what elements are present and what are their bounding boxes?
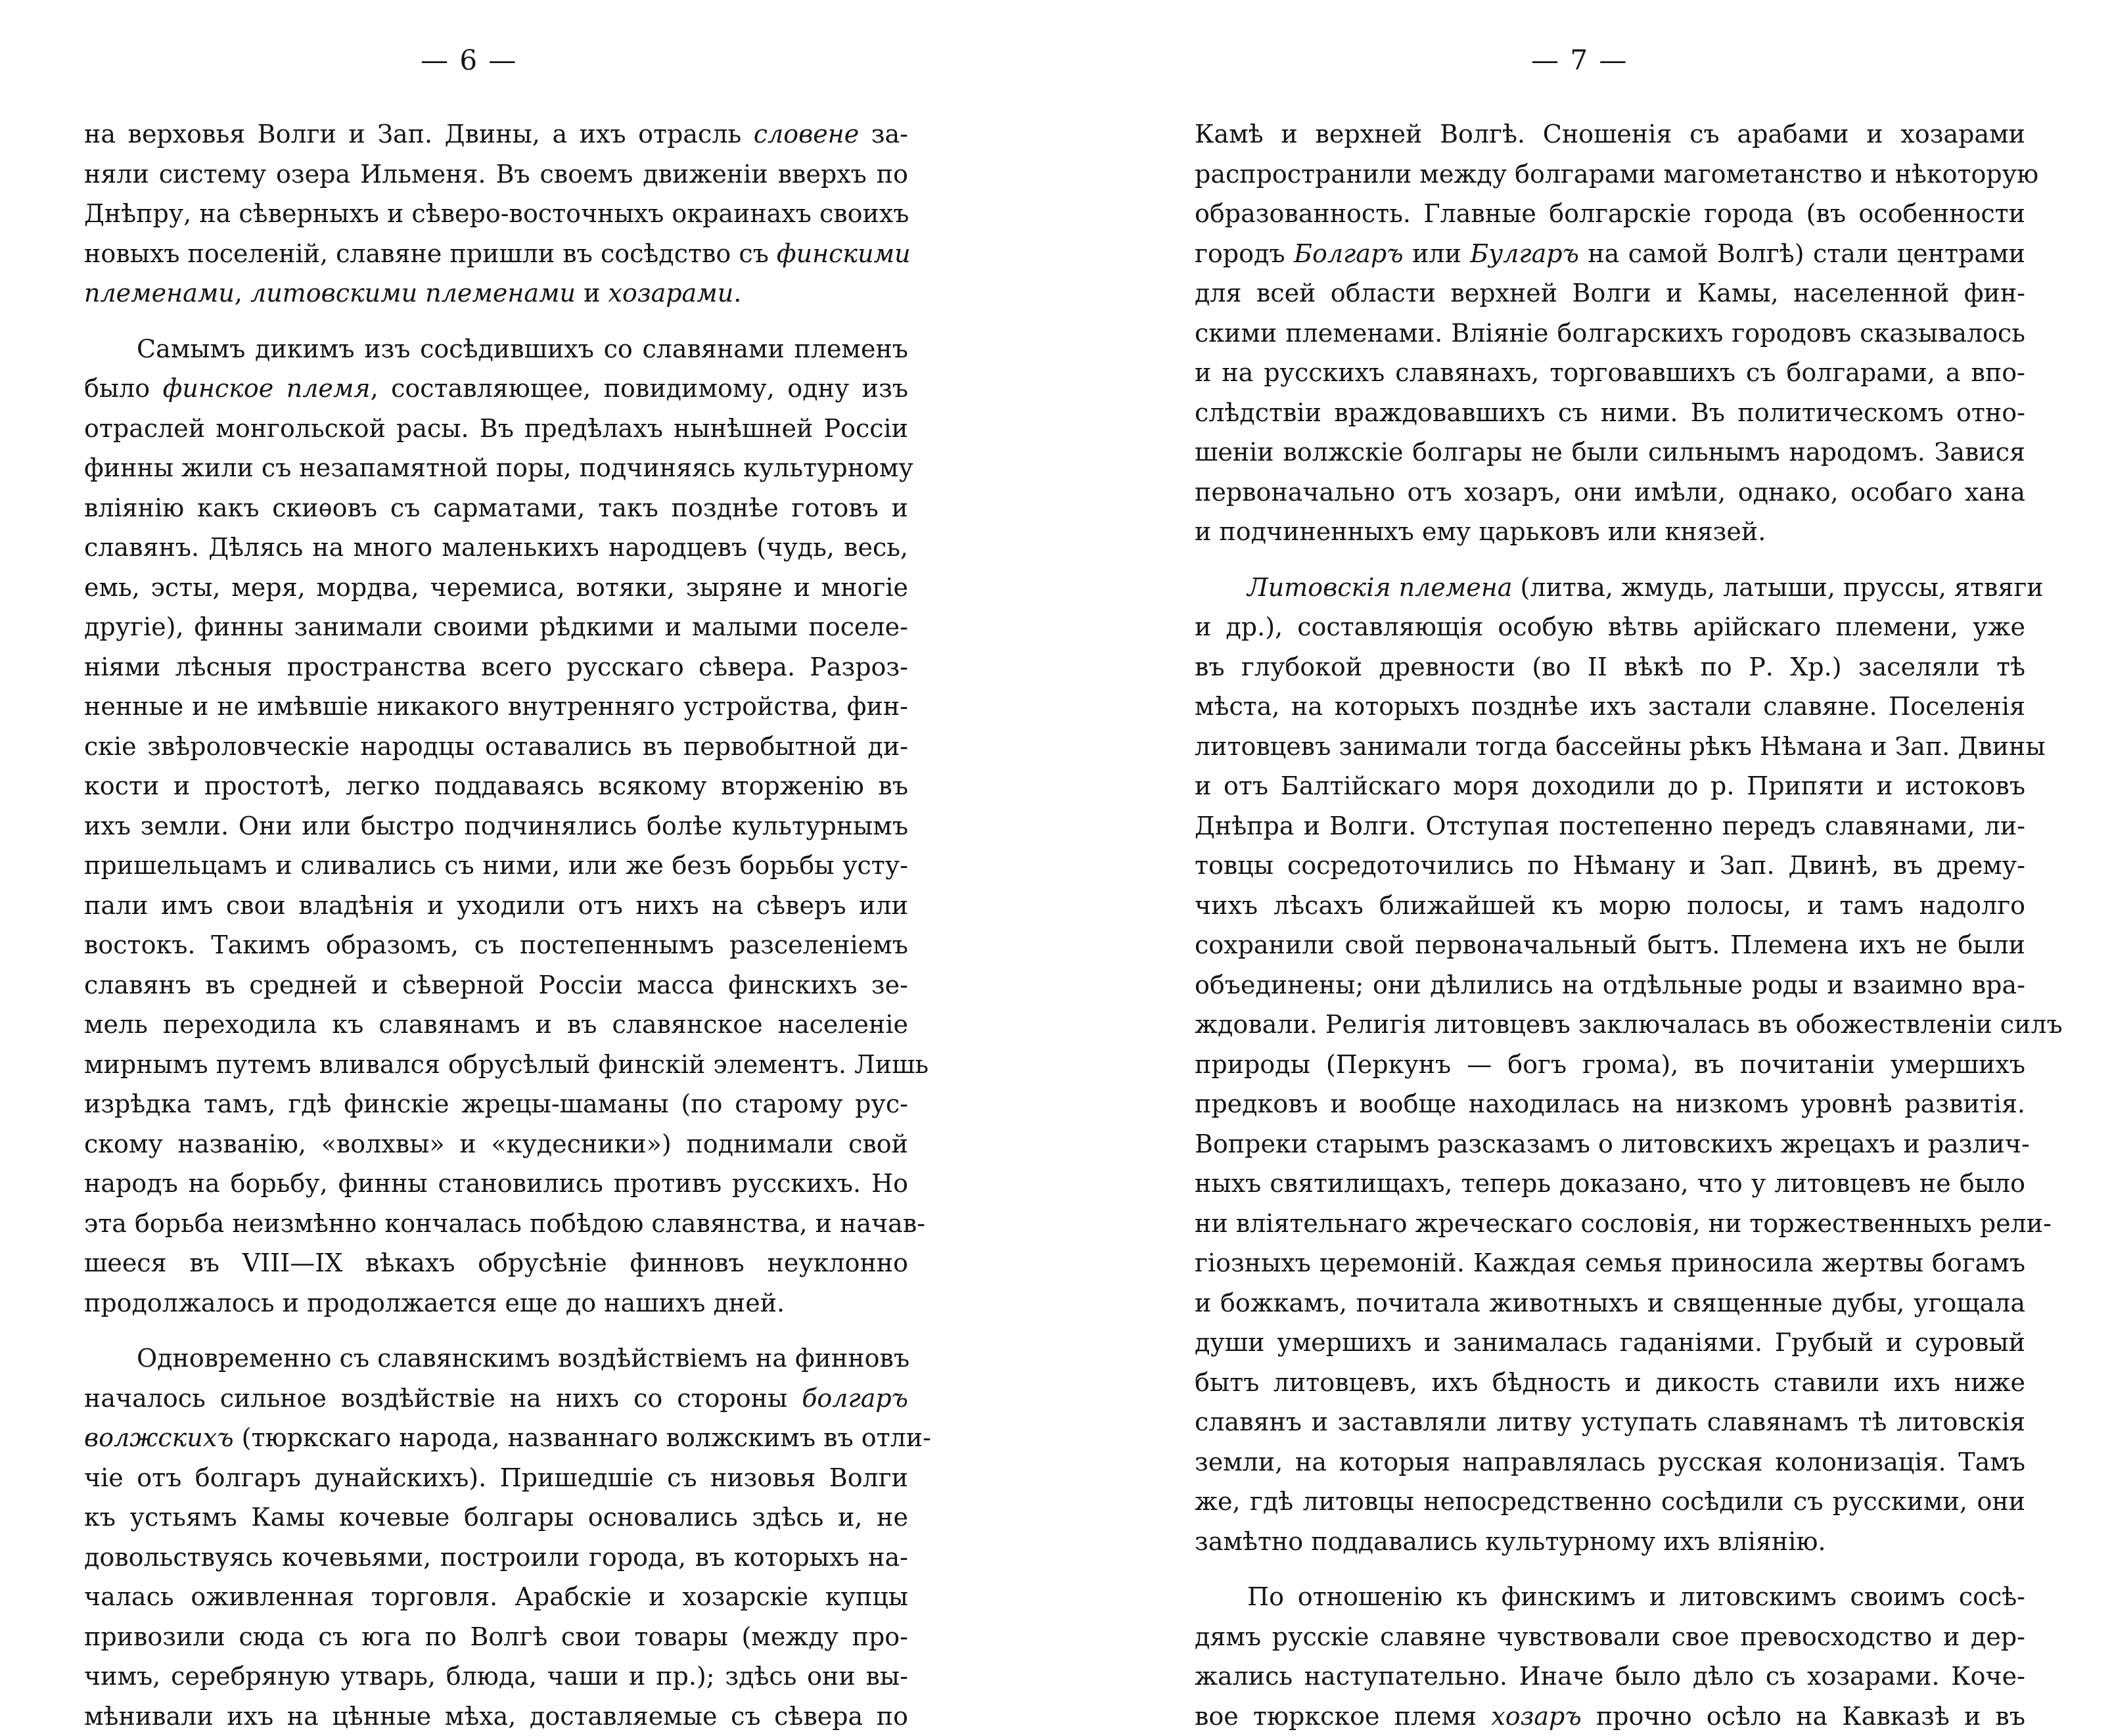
text-line: емь, эсты, меря, мордва, черемиса, вотяки, зыряне и многiе	[84, 568, 908, 608]
text-line: довольствуясь кочевьями, построили города, въ которыхъ на-	[84, 1538, 908, 1578]
text-line: племенами, литовскими племенами и хозарами.	[84, 273, 908, 313]
text-line: и отъ Балтiйскаго моря доходили до р. Припяти и истоковъ	[1195, 766, 2025, 806]
text-line: шееся въ VIII—IX вѣкахъ обрусѣнiе финновъ неуклонно	[84, 1243, 908, 1283]
text-line: чимъ, серебряную утварь, блюда, чаши и пр.); здѣсь они вы-	[84, 1656, 908, 1697]
text-line: и подчиненныхъ ему царьковъ или князей.	[1195, 512, 2025, 552]
text-line: народъ на борьбу, финны становились противъ русскихъ. Но	[84, 1164, 908, 1204]
page-text	[1195, 114, 2025, 1736]
text-line: ни влiятельнаго жреческаго сословiя, ни торжественныхъ рели-	[1195, 1204, 2025, 1244]
text-line: и др.), составляющiя особую вѣтвь арiйскаго племени, уже	[1195, 607, 2025, 647]
text-line: славянъ и заставляли литву уступать славянамъ тѣ литовскiя	[1195, 1402, 2025, 1442]
text-line: мель переходила къ славянамъ и въ славянское населенiе	[84, 1005, 908, 1045]
text-line: распространили между болгарами магометанство и нѣкоторую	[1195, 154, 2025, 194]
text-line: жались наступательно. Иначе было дѣло съ хозарами. Коче-	[1195, 1656, 2025, 1697]
text-line: славянъ. Дѣлясь на много маленькихъ народцевъ (чудь, весь,	[84, 528, 908, 568]
text-line: было финское племя, составляющее, повидимому, одну изъ	[84, 369, 908, 409]
text-line: шенiи волжскiе болгары не были сильнымъ народомъ. Завися	[1195, 432, 2025, 472]
text-line: для всей области верхней Волги и Камы, населенной фин-	[1195, 273, 2025, 313]
text-line: и на русскихъ славянахъ, торговавшихъ съ болгарами, а впо-	[1195, 353, 2025, 393]
text-line: эта борьба неизмѣнно кончалась побѣдою славянства, и начав-	[84, 1204, 908, 1244]
text-line: скому названiю, «волхвы» и «кудесники») поднимали свой	[84, 1124, 908, 1164]
text-line: же, гдѣ литовцы непосредственно сосѣдили съ русскими, они	[1195, 1482, 2025, 1522]
text-line: товцы сосредоточились по Нѣману и Зап. Двинѣ, въ дрему-	[1195, 846, 2025, 886]
text-line: ненные и не имѣвшiе никакого внутренняго устройства, фин-	[84, 687, 908, 727]
text-line: первоначально отъ хозаръ, они имѣли, однако, особаго хана	[1195, 472, 2025, 513]
text-line: няли систему озера Ильменя. Въ своемъ движенiи вверхъ по	[84, 154, 908, 194]
text-line: Днѣпру, на сѣверныхъ и сѣверо-восточныхъ окраинахъ своихъ	[84, 194, 908, 234]
page-text	[84, 114, 908, 1736]
text-line: предковъ и вообще находилась на низкомъ уровнѣ развитiя.	[1195, 1084, 2025, 1124]
text-line: чалась оживленная торговля. Арабскiе и хозарскiе купцы	[84, 1577, 908, 1617]
text-line: въ глубокой древности (во II вѣкѣ по Р. Хр.) заселяли тѣ	[1195, 647, 2025, 687]
text-line: слѣдствiи враждовавшихъ съ ними. Въ политическомъ отно-	[1195, 393, 2025, 433]
text-line: новыхъ поселенiй, славяне пришли въ сосѣдство съ финскими	[84, 234, 908, 274]
text-line: изрѣдка тамъ, гдѣ финскiе жрецы-шаманы (по старому рус-	[84, 1084, 908, 1124]
text-line: Одновременно съ славянскимъ воздѣйствiемъ на финновъ	[84, 1338, 908, 1379]
text-line: Днѣпра и Волги. Отступая постепенно передъ славянами, ли-	[1195, 806, 2025, 846]
text-line: земли, на которыя направлялась русская колонизацiя. Тамъ	[1195, 1442, 2025, 1482]
text-line: городъ Болгаръ или Булгаръ на самой Волгѣ) стали центрами	[1195, 234, 2025, 274]
text-line: Литовскiя племена (литва, жмудь, латыши, пруссы, ятвяги	[1195, 568, 2025, 608]
text-line: привозили сюда съ юга по Волгѣ свои товары (между про-	[84, 1617, 908, 1657]
text-line: сохранили свой первоначальный бытъ. Племена ихъ не были	[1195, 925, 2025, 965]
text-line: ныхъ святилищахъ, теперь доказано, что у литовцевъ не было	[1195, 1164, 2025, 1204]
page-number: — 6 —	[421, 41, 517, 80]
text-line: мѣнивали ихъ на цѣнные мѣха, доставляемые съ сѣвера по	[84, 1697, 908, 1736]
text-line: Камѣ и верхней Волгѣ. Сношенiя съ арабами и хозарами	[1195, 114, 2025, 154]
text-line: мѣста, на которыхъ позднѣе ихъ застали славяне. Поселенiя	[1195, 687, 2025, 727]
right-page	[1051, 0, 2112, 1572]
text-line: вое тюркское племя хозаръ прочно осѣло на Кавказѣ и въ	[1195, 1697, 2025, 1736]
text-line: скими племенами. Влiянiе болгарскихъ городовъ сказывалось	[1195, 313, 2025, 354]
text-line: природы (Перкунъ — богъ грома), въ почитанiи умершихъ	[1195, 1045, 2025, 1085]
text-line: ихъ земли. Они или быстро подчинялись болѣе культурнымъ	[84, 806, 908, 846]
left-page	[0, 0, 1045, 1572]
text-line: образованность. Главные болгарскiе города (въ особенности	[1195, 194, 2025, 234]
text-line: По отношенiю къ финскимъ и литовскимъ своимъ сосѣ-	[1195, 1577, 2025, 1617]
text-line: гiозныхъ церемонiй. Каждая семья приносила жертвы богамъ	[1195, 1243, 2025, 1283]
text-line: скiе звѣроловческiе народцы оставались въ первобытной ди-	[84, 727, 908, 767]
text-line: чихъ лѣсахъ ближайшей къ морю полосы, и тамъ надолго	[1195, 886, 2025, 926]
page-number: — 7 —	[1531, 41, 1628, 80]
text-line: чiе отъ болгаръ дунайскихъ). Пришедшiе съ низовья Волги	[84, 1458, 908, 1498]
text-line: души умершихъ и занималась гаданiями. Грубый и суровый	[1195, 1323, 2025, 1363]
text-line: Самымъ дикимъ изъ сосѣдившихъ со славянами племенъ	[84, 329, 908, 369]
text-line: объединены; они дѣлились на отдѣльные роды и взаимно вра-	[1195, 965, 2025, 1005]
text-line: востокъ. Такимъ образомъ, съ постепеннымъ разселенiемъ	[84, 925, 908, 965]
text-line: дямъ русскiе славяне чувствовали свое превосходство и дер-	[1195, 1617, 2025, 1657]
text-line: продолжалось и продолжается еще до нашихъ дней.	[84, 1283, 908, 1323]
text-line: ждовали. Религiя литовцевъ заключалась въ обожествленiи силъ	[1195, 1005, 2025, 1045]
text-line: началось сильное воздѣйствiе на нихъ со стороны болгаръ	[84, 1379, 908, 1419]
text-line: на верховья Волги и Зап. Двины, а ихъ отрасль словене за-	[84, 114, 908, 154]
text-line: литовцевъ занимали тогда бассейны рѣкъ Нѣмана и Зап. Двины	[1195, 727, 2025, 767]
text-line: влiянiю какъ скиѳовъ съ сарматами, такъ позднѣе готовъ и	[84, 488, 908, 528]
text-line: кости и простотѣ, легко поддаваясь всякому вторженiю въ	[84, 766, 908, 806]
text-line: финны жили съ незапамятной поры, подчиняясь культурному	[84, 448, 908, 488]
text-line: пали имъ свои владѣнiя и уходили отъ нихъ на сѣверъ или	[84, 886, 908, 926]
text-line: бытъ литовцевъ, ихъ бѣдность и дикость ставили ихъ ниже	[1195, 1363, 2025, 1403]
text-line: нiями лѣсныя пространства всего русскаго сѣвера. Разроз-	[84, 647, 908, 687]
text-line: отраслей монгольской расы. Въ предѣлахъ нынѣшней Россiи	[84, 409, 908, 449]
text-line: волжскихъ (тюркскаго народа, названнаго волжскимъ въ отли-	[84, 1418, 908, 1458]
text-line: Вопреки старымъ разсказамъ о литовскихъ жрецахъ и различ-	[1195, 1124, 2025, 1164]
text-line: замѣтно поддавались культурному ихъ влiянiю.	[1195, 1522, 2025, 1562]
text-line: и божкамъ, почитала животныхъ и священные дубы, угощала	[1195, 1283, 2025, 1323]
text-line: мирнымъ путемъ вливался обрусѣлый финскiй элементъ. Лишь	[84, 1045, 908, 1085]
text-line: другiе), финны занимали своими рѣдкими и малыми поселе-	[84, 607, 908, 647]
text-line: славянъ въ средней и сѣверной Россiи масса финскихъ зе-	[84, 965, 908, 1005]
text-line: къ устьямъ Камы кочевые болгары основались здѣсь и, не	[84, 1497, 908, 1538]
text-line: пришельцамъ и сливались съ ними, или же безъ борьбы усту-	[84, 846, 908, 886]
